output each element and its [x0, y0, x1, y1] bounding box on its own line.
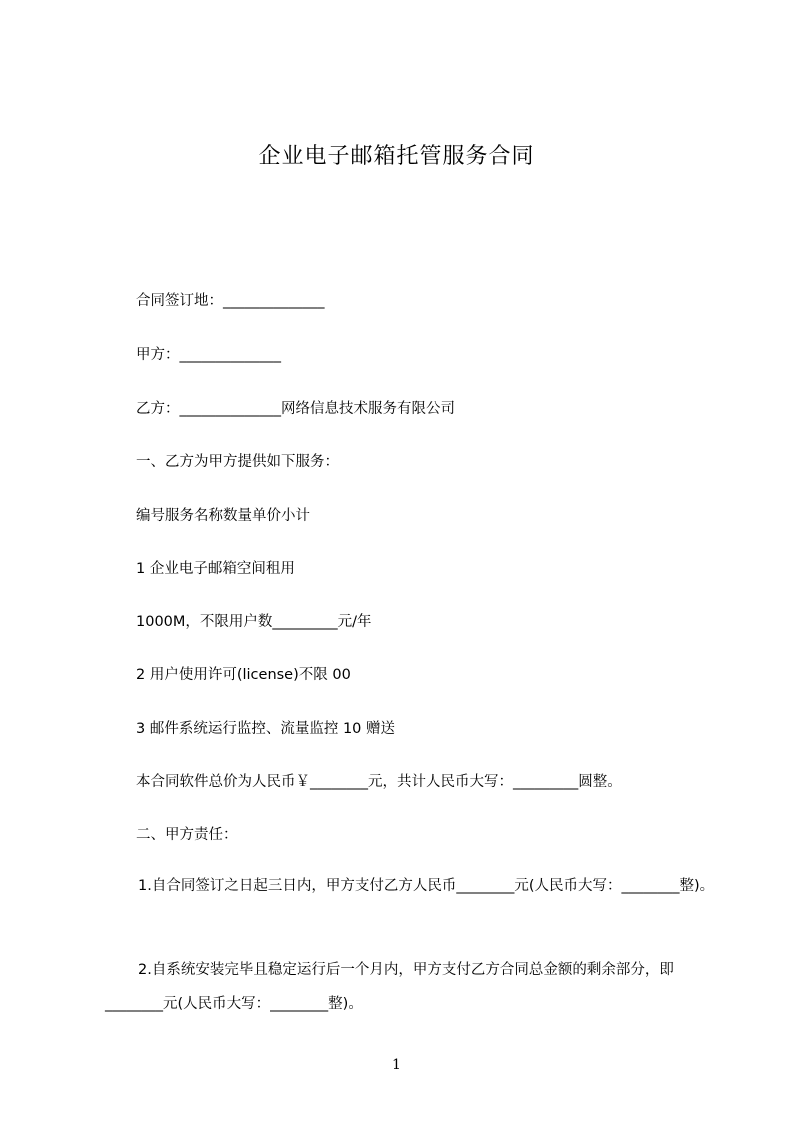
contract-total-line: 本合同软件总价为人民币￥________元，共计人民币大写：_________圆整。 — [136, 774, 622, 790]
page-number: 1 — [392, 1057, 401, 1073]
contract-location-line: 合同签订地：______________ — [136, 293, 325, 309]
service-item-1-detail: 1000M，不限用户数_________元/年 — [136, 614, 372, 630]
party-a-line: 甲方：______________ — [136, 347, 281, 363]
clause-2: 2.自系统安装完毕且稳定运行后一个月内，甲方支付乙方合同总金额的剩余部分，即________元(人民币大写：________整)。 — [105, 962, 674, 1012]
document-title: 企业电子邮箱托管服务合同 — [258, 144, 535, 169]
section-heading-party-a-duties: 二、甲方责任： — [136, 827, 238, 843]
service-item-2: 2 用户使用许可(license)不限 00 — [136, 667, 351, 683]
clause-1: 1.自合同签订之日起三日内，甲方支付乙方人民币________元(人民币大写：________整)。 — [138, 878, 715, 894]
service-item-3: 3 邮件系统运行监控、流量监控 10 赠送 — [136, 721, 396, 737]
section-heading-services: 一、乙方为甲方提供如下服务： — [136, 454, 339, 470]
service-table-header: 编号服务名称数量单价小计 — [136, 508, 310, 524]
party-b-line: 乙方：______________网络信息技术服务有限公司 — [136, 401, 455, 417]
service-item-1: 1 企业电子邮箱空间租用 — [136, 561, 295, 577]
